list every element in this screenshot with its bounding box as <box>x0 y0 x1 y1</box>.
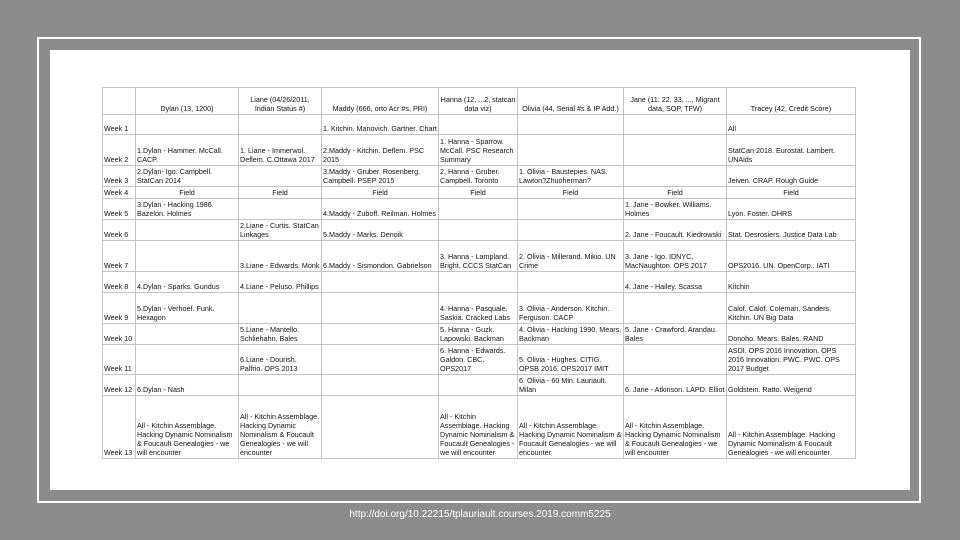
table-cell: 4.Maddy - Zuboff. Reilman. Holmes <box>322 199 439 220</box>
header-corner-cell <box>103 88 136 115</box>
table-cell: 2. Olivia - Millerand. Mikio. UN Crime <box>518 241 624 272</box>
table-cell <box>239 293 322 324</box>
table-cell: Calof. Calof. Coleman. Sanders. Kitchin. UN Big Data <box>727 293 856 324</box>
table-cell: 4. Olivia - Hacking 1990. Mears. Backman <box>518 324 624 345</box>
table-cell: 4.Dylan - Sparks. Gundus <box>136 272 239 293</box>
week-label: Week 11 <box>103 345 136 375</box>
header-cell: Maddy (666, orto Acr #s, PRI) <box>322 88 439 115</box>
table-cell <box>518 220 624 241</box>
table-cell <box>439 375 518 396</box>
table-cell: 3.Maddy - Gruber. Rosenberg. Campbell. PSEP 2015 <box>322 166 439 187</box>
header-cell: Jane (11. 22. 33, ..., Migrant data, SOP, TFW) <box>624 88 727 115</box>
week-label: Week 5 <box>103 199 136 220</box>
table-cell <box>439 220 518 241</box>
table-row <box>103 324 856 345</box>
table-row <box>103 241 856 272</box>
table-cell <box>518 272 624 293</box>
table-cell <box>439 115 518 135</box>
week-label: Week 3 <box>103 166 136 187</box>
table-cell: 1. Olivia - Baustepies. NAS. Lawton?Zhuoherman? <box>518 166 624 187</box>
table-cell: Field <box>322 187 439 199</box>
table-cell <box>239 115 322 135</box>
table-cell: All - Kitchin Assemblage. Hacking Dynamic Nominalism & Foucault Genealogies - we will encounter <box>624 396 727 459</box>
table-cell: All - Kitchin Assemblage. Hacking Dynamic Nominalism & Foucault Genealogies - we will encounter <box>136 396 239 459</box>
table-cell: 6. Olivia - 60 Min. Lauriault. Milan <box>518 375 624 396</box>
table-cell: Field <box>439 187 518 199</box>
table-row <box>103 135 856 166</box>
table-cell: 6.Dylan - Nash <box>136 375 239 396</box>
table-cell <box>239 375 322 396</box>
table-cell: 3. Hanna - Lampland. Bright. CCCS StatCan <box>439 241 518 272</box>
table-row <box>103 115 856 135</box>
table-cell: 3. Olivia - Anderson. Kitchin. Ferguson. CACP <box>518 293 624 324</box>
table-cell: Donoho. Mears. Bales. RAND <box>727 324 856 345</box>
table-cell: 5. Olivia - Hughes. CITIG. OPSB 2016. OPS2017 IMIT <box>518 345 624 375</box>
table-cell <box>624 293 727 324</box>
table-cell: 1. Hanna - Sparrow. McCall. PSC Research Summary <box>439 135 518 166</box>
week-label: Week 12 <box>103 375 136 396</box>
table-cell: 5.Dylan - Verhoef. Funk. Hexagon <box>136 293 239 324</box>
table-row <box>103 345 856 375</box>
table-cell <box>136 220 239 241</box>
table-cell: All - Kitchin Assemblage. Hacking Dynamic Nominalism & Foucault Genealogies - we will encounter <box>239 396 322 459</box>
table-cell: 1.Dylan - Hammer. McCall. CACP. <box>136 135 239 166</box>
table-cell: 3.Liane - Edwards. Monk <box>239 241 322 272</box>
table-row <box>103 220 856 241</box>
week-label: Week 1 <box>103 115 136 135</box>
table-cell <box>518 115 624 135</box>
table-cell: Stat. Desrosiers. Justice Data Lab <box>727 220 856 241</box>
table-cell <box>322 293 439 324</box>
table-cell: Field <box>518 187 624 199</box>
table-cell <box>239 199 322 220</box>
week-label: Week 13 <box>103 396 136 459</box>
table-cell <box>624 345 727 375</box>
table-cell: 4.Liane - Peluso. Phillips <box>239 272 322 293</box>
table-cell <box>322 375 439 396</box>
table-cell: 1. Kitchin. Manovich. Gartner. Chart <box>322 115 439 135</box>
schedule-body <box>103 115 856 459</box>
table-row <box>103 187 856 199</box>
table-cell <box>136 115 239 135</box>
table-cell: 6.Maddy - Sismondon. Gabrielson <box>322 241 439 272</box>
week-label: Week 4 <box>103 187 136 199</box>
header-cell: Hanna (12, ...2, statcan data viz) <box>439 88 518 115</box>
table-cell <box>239 166 322 187</box>
table-cell: Field <box>239 187 322 199</box>
table-cell: 2.Dylan- Igo. Campbell. StatCan 2014 <box>136 166 239 187</box>
table-cell: All <box>727 115 856 135</box>
header-cell: Tracey (42, Credit Score) <box>727 88 856 115</box>
table-cell: 6. Jane - Atkinson. LAPD. Elliot <box>624 375 727 396</box>
week-label: Week 10 <box>103 324 136 345</box>
table-cell <box>136 241 239 272</box>
table-row <box>103 396 856 459</box>
table-cell <box>518 199 624 220</box>
table-cell: ASDI. OPS 2016 Innovation. OPS 2016 Innovation. PWC. PWC. OPS 2017 Budget <box>727 345 856 375</box>
table-cell: 4. Jane - Hailey. Scassa <box>624 272 727 293</box>
table-cell: 1. Liane - Immerwol. Deflem. C.Ottawa 2017 <box>239 135 322 166</box>
table-cell <box>322 345 439 375</box>
table-cell: All - Kitchin Assemblage. Hacking Dynamic Nominalism & Foucault Genealogies - we will encounter <box>518 396 624 459</box>
table-cell: All - Kitchin Assemblage. Hacking Dynamic Nominalism & Foucault Genealogies - we will encounter <box>727 396 856 459</box>
week-label: Week 7 <box>103 241 136 272</box>
table-cell: 2.Liane - Curtis. StatCan Linkages <box>239 220 322 241</box>
table-cell: 5.Maddy - Marks. Denoik <box>322 220 439 241</box>
week-label: Week 9 <box>103 293 136 324</box>
table-cell: Field <box>624 187 727 199</box>
table-cell: 6. Hanna - Edwards. Galdon. CBC. OPS2017 <box>439 345 518 375</box>
table-cell: Lyon. Foster. OHRS <box>727 199 856 220</box>
table-row <box>103 375 856 396</box>
table-cell <box>624 115 727 135</box>
table-cell: 1. Jane - Bowker. Williams. Holmes <box>624 199 727 220</box>
table-cell: Jeiven. CRAP. Rough Guide <box>727 166 856 187</box>
table-cell: 5. Hanna - Guzk. Lapowski. Backman <box>439 324 518 345</box>
table-cell: 2. Hanna - Gruber. Campbell. Toronto <box>439 166 518 187</box>
table-cell <box>439 272 518 293</box>
table-row <box>103 166 856 187</box>
table-cell <box>624 135 727 166</box>
week-label: Week 2 <box>103 135 136 166</box>
table-cell: Field <box>136 187 239 199</box>
slide <box>50 50 910 520</box>
table-cell: Goldstein. Ratto. Weigend <box>727 375 856 396</box>
table-cell: 4. Hanna - Pasquale. Saskia. Cracked Labs <box>439 293 518 324</box>
table-cell: StatCan 2018. Eurostat. Lambert. UNAids <box>727 135 856 166</box>
schedule-table <box>102 87 856 459</box>
table-cell: Field <box>727 187 856 199</box>
header-cell: Liane (04/26/2011, Indian Status #) <box>239 88 322 115</box>
table-cell: 3.Dylan - Hacking 1986. Bazelon. Holmes <box>136 199 239 220</box>
table-cell: OPS2016. UN. OpenCorp.. IATI <box>727 241 856 272</box>
table-cell: All - Kitchin Assemblage. Hacking Dynamic Nominalism & Foucault Genealogies - we will encounter <box>439 396 518 459</box>
table-cell <box>624 166 727 187</box>
table-cell <box>322 324 439 345</box>
header-cell: Olivia (44, Serial #s & IP Add.) <box>518 88 624 115</box>
table-cell <box>322 396 439 459</box>
table-cell: 5. Jane - Crawford. Arandau. Bales <box>624 324 727 345</box>
table-cell <box>518 135 624 166</box>
table-row <box>103 272 856 293</box>
footer-url: http://doi.org/10.22215/tplauriault.courses.2019.comm5225 <box>349 509 611 520</box>
table-cell: 3. Jane - Igo. IDNYC. MacNaughton. OPS 2017 <box>624 241 727 272</box>
table-row <box>103 293 856 324</box>
week-label: Week 8 <box>103 272 136 293</box>
table-cell <box>439 199 518 220</box>
table-cell: Kitchin <box>727 272 856 293</box>
table-cell: 5.Liane - Mantello. Schliehahn. Bales <box>239 324 322 345</box>
table-cell: 6.Liane - Dourish. Palfrio. OPS 2013 <box>239 345 322 375</box>
table-row <box>103 199 856 220</box>
table-cell <box>136 324 239 345</box>
header-row <box>103 88 856 115</box>
table-cell: 2.Maddy - Kitchin. Deflem. PSC 2015 <box>322 135 439 166</box>
table-cell <box>322 272 439 293</box>
header-cell: Dylan (13, 1200) <box>136 88 239 115</box>
week-label: Week 6 <box>103 220 136 241</box>
table-cell: 2. Jane - Foucault. Kiedrowski <box>624 220 727 241</box>
table-cell <box>136 345 239 375</box>
